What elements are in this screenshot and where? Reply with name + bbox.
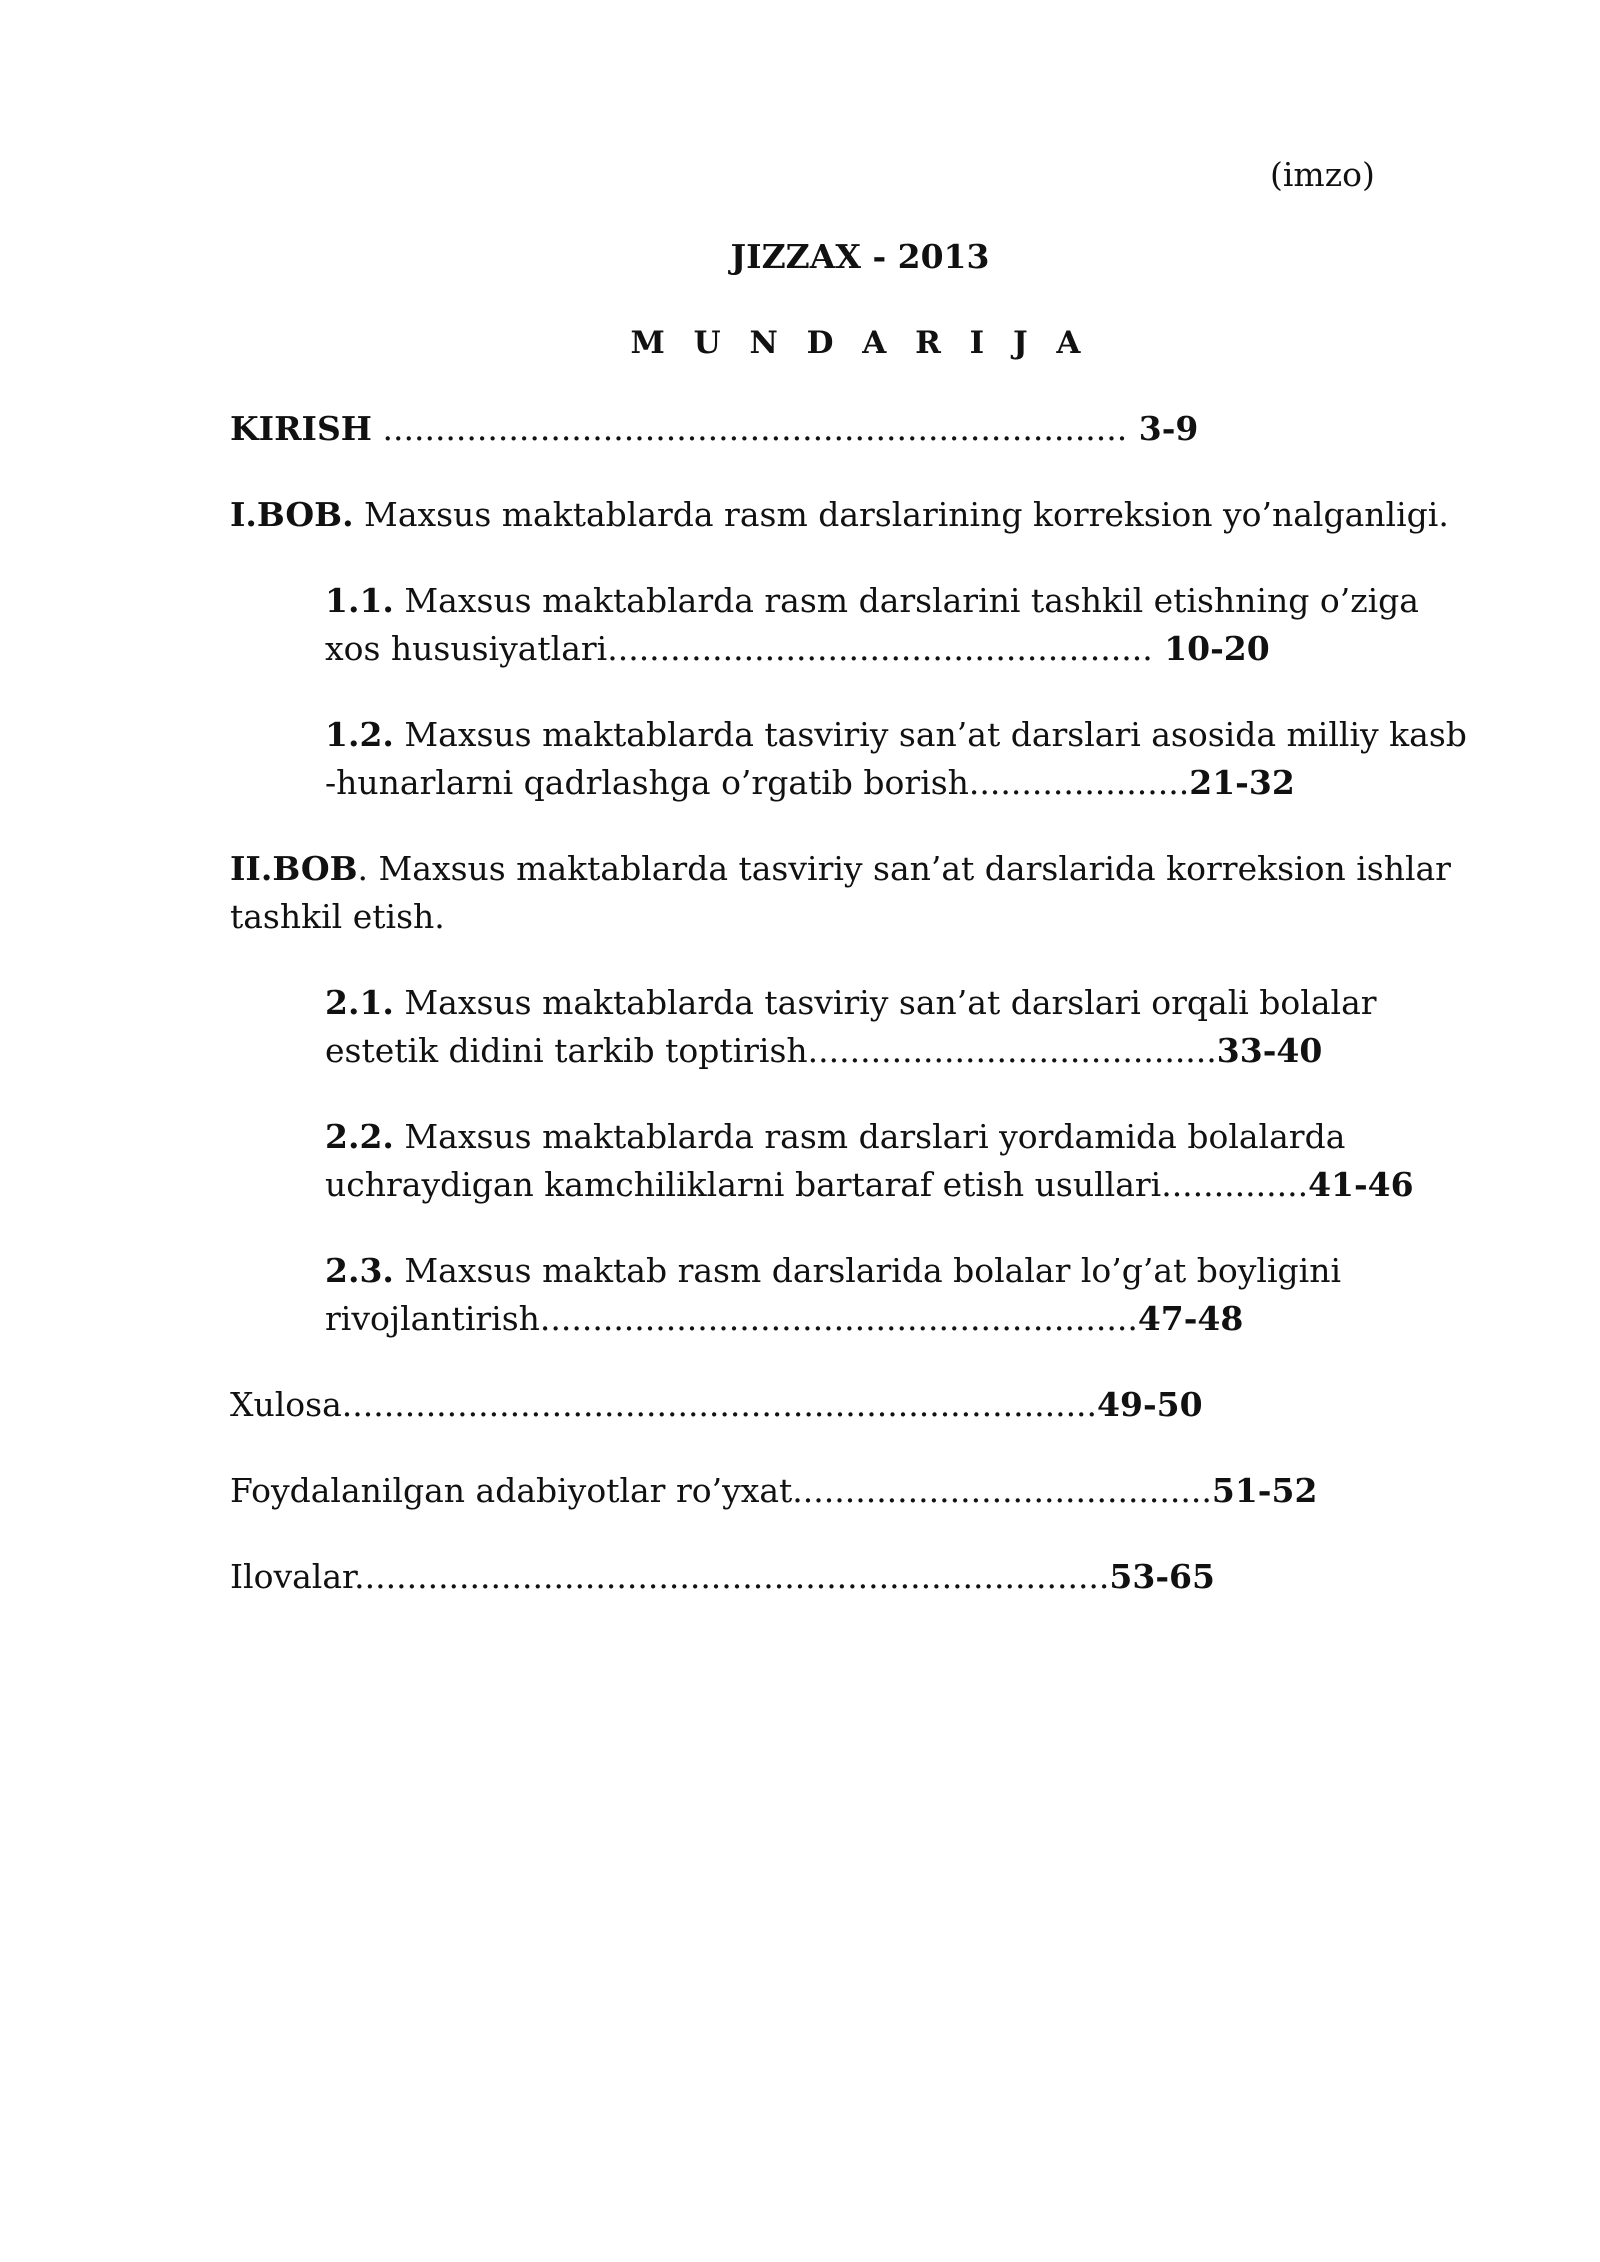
toc-entry-text: Maxsus maktablarda tasviriy san’at darslari asosida milliy kasb -hunarlarni qadrlashga o’rgatib borish..................... [325,715,1467,802]
toc-entry-pages: 51-52 [1211,1471,1318,1510]
toc-entry-text: Xulosa........................................................................ [230,1385,1098,1424]
toc-entry-text: ....................................................................... [372,409,1128,448]
toc-entry-text: Maxsus maktab rasm darslarida bolalar lo’g’at boyligini rivojlantirish......................................................... [325,1251,1342,1338]
toc-entry-number: 2.3. [325,1251,394,1290]
toc-entry-number: 2.2. [325,1117,394,1156]
toc-entry-number: KIRISH [230,409,372,448]
toc-entry-pages: 53-65 [1109,1557,1215,1596]
city-year-heading: JIZZAX - 2013 [730,237,990,276]
toc-entry-appendices [230,1553,1475,1601]
toc-entry-text: Foydalanilgan adabiyotlar ro’yxat........................................ [230,1471,1212,1510]
toc-entry-kirish [230,405,1475,453]
toc-entry-pages: 33-40 [1216,1031,1323,1070]
signature-note: (imzo) [1270,155,1375,194]
toc-entry-xulosa [230,1381,1475,1429]
toc-entry-1-1 [325,577,1475,673]
toc-entry-text: . Maxsus maktablarda tasviriy san’at darslarida korreksion ishlar tashkil etish. [230,849,1451,936]
toc-entry-2-2 [325,1113,1475,1209]
toc-entry-chapter-2 [230,845,1475,941]
toc-entry-number: I.BOB. [230,495,354,534]
toc-entry-pages: 3-9 [1127,409,1199,448]
toc-entry-number: II.BOB [230,849,358,888]
toc-entry-text: Maxsus maktablarda rasm darslarining korreksion yo’nalganligi. [353,495,1449,534]
toc-entry-text: Maxsus maktablarda tasviriy san’at darslari orqali bolalar estetik didini tarkib toptirish....................................... [325,983,1377,1070]
toc-entry-1-2 [325,711,1475,807]
toc-entry-chapter-1 [230,491,1475,539]
table-of-contents [230,405,1475,1639]
toc-entry-text: Ilovalar........................................................................ [230,1557,1110,1596]
toc-entry-2-1 [325,979,1475,1075]
toc-entry-text: Maxsus maktablarda rasm darslari yordamida bolalarda uchraydigan kamchiliklarni bartaraf etish usullari.............. [325,1117,1346,1204]
toc-entry-references [230,1467,1475,1515]
toc-entry-pages: 41-46 [1308,1165,1414,1204]
toc-entry-pages: 49-50 [1097,1385,1203,1424]
toc-entry-number: 2.1. [325,983,394,1022]
toc-entry-pages: 21-32 [1189,763,1295,802]
toc-entry-2-3 [325,1247,1475,1343]
toc-entry-number: 1.2. [325,715,394,754]
toc-entry-number: 1.1. [325,581,394,620]
toc-entry-text: Maxsus maktablarda rasm darslarini tashkil etishning o’ziga xos hususiyatlari.................................................... [325,581,1419,668]
toc-title: M U N D A R I J A [630,325,1090,361]
toc-entry-pages: 10-20 [1152,629,1270,668]
toc-entry-pages: 47-48 [1137,1299,1244,1338]
